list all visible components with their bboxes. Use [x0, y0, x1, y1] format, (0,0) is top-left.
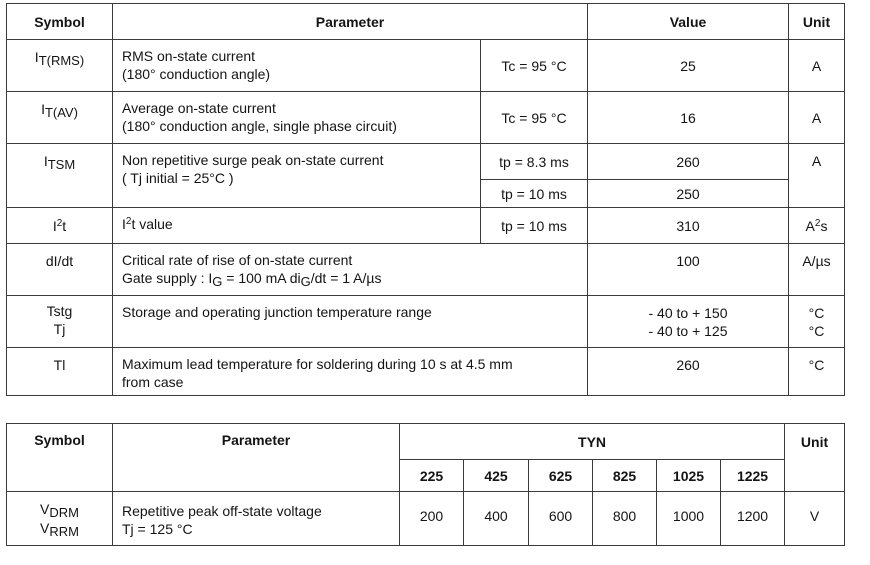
- unit-cell: A: [789, 40, 845, 92]
- header-symbol: Symbol: [7, 424, 113, 492]
- header-tyn-group: TYN: [400, 424, 785, 460]
- condition-cell: tp = 10 ms: [481, 180, 588, 208]
- header-type-425: 425: [464, 460, 529, 492]
- parameter-cell: $I^2t$ value: [113, 208, 481, 244]
- condition-cell: Tc = 95 °C: [481, 92, 588, 144]
- symbol-cell: IT(AV): [7, 92, 113, 144]
- header-unit: Unit: [789, 4, 845, 40]
- value-cell: 25: [588, 40, 789, 92]
- table-row: [7, 348, 845, 396]
- table-row: [7, 144, 845, 180]
- parameter-cell: Repetitive peak off-state voltage Tj = 125 °C: [113, 492, 400, 546]
- unit-cell: °C °C: [789, 296, 845, 348]
- table-row: [7, 92, 845, 144]
- value-cell: 400: [464, 492, 529, 546]
- value-cell: 250: [588, 180, 789, 208]
- unit-cell: °C: [789, 348, 845, 396]
- unit-cell: $A^2s$: [789, 208, 845, 244]
- header-unit: Unit: [785, 424, 845, 492]
- parameter-cell: Non repetitive surge peak on-state current ( Tj initial = 25°C ): [113, 144, 481, 208]
- parameter-cell: Maximum lead temperature for soldering during 10 s at 4.5 mm from case: [113, 348, 588, 396]
- header-parameter: Parameter: [113, 424, 400, 492]
- parameter-cell: Average on-state current (180° conduction angle, single phase circuit): [113, 92, 481, 144]
- table-header-row: [7, 4, 845, 40]
- header-type-1025: 1025: [657, 460, 721, 492]
- header-value: Value: [588, 4, 789, 40]
- absolute-ratings-table: [6, 3, 845, 396]
- condition-cell: Tc = 95 °C: [481, 40, 588, 92]
- parameter-cell: Storage and operating junction temperature range: [113, 296, 588, 348]
- table-row: [7, 296, 845, 348]
- unit-cell: V: [785, 492, 845, 546]
- value-cell: 1200: [721, 492, 785, 546]
- header-symbol: Symbol: [7, 4, 113, 40]
- value-cell: 260: [588, 144, 789, 180]
- parameter-cell: RMS on-state current (180° conduction angle): [113, 40, 481, 92]
- voltage-ratings-table: [6, 423, 845, 546]
- symbol-cell: $I^2t$: [7, 208, 113, 244]
- header-type-1225: 1225: [721, 460, 785, 492]
- header-type-625: 625: [529, 460, 593, 492]
- symbol-cell: Tstg Tj: [7, 296, 113, 348]
- table-header-row: [7, 424, 845, 460]
- header-type-825: 825: [593, 460, 657, 492]
- header-parameter: Parameter: [113, 4, 588, 40]
- table-row: [7, 492, 845, 546]
- symbol-cell: IT(RMS): [7, 40, 113, 92]
- symbol-cell: Tl: [7, 348, 113, 396]
- value-cell: 310: [588, 208, 789, 244]
- condition-cell: tp = 8.3 ms: [481, 144, 588, 180]
- value-cell: 260: [588, 348, 789, 396]
- table-row: [7, 40, 845, 92]
- value-cell: 200: [400, 492, 464, 546]
- symbol-cell: ITSM: [7, 144, 113, 208]
- table-row: [7, 208, 845, 244]
- symbol-cell: VDRM VRRM: [7, 492, 113, 546]
- condition-cell: tp = 10 ms: [481, 208, 588, 244]
- value-cell: 600: [529, 492, 593, 546]
- value-cell: 100: [588, 244, 789, 296]
- unit-cell: A/µs: [789, 244, 845, 296]
- unit-cell: A: [789, 144, 845, 208]
- symbol-cell: dI/dt: [7, 244, 113, 296]
- table-row: [7, 244, 845, 296]
- value-cell: 800: [593, 492, 657, 546]
- parameter-cell: Critical rate of rise of on-state current Gate supply : IG = 100 mA diG/dt = 1 A/µs: [113, 244, 588, 296]
- value-cell: 1000: [657, 492, 721, 546]
- unit-cell: A: [789, 92, 845, 144]
- value-cell: - 40 to + 150 - 40 to + 125: [588, 296, 789, 348]
- header-type-225: 225: [400, 460, 464, 492]
- value-cell: 16: [588, 92, 789, 144]
